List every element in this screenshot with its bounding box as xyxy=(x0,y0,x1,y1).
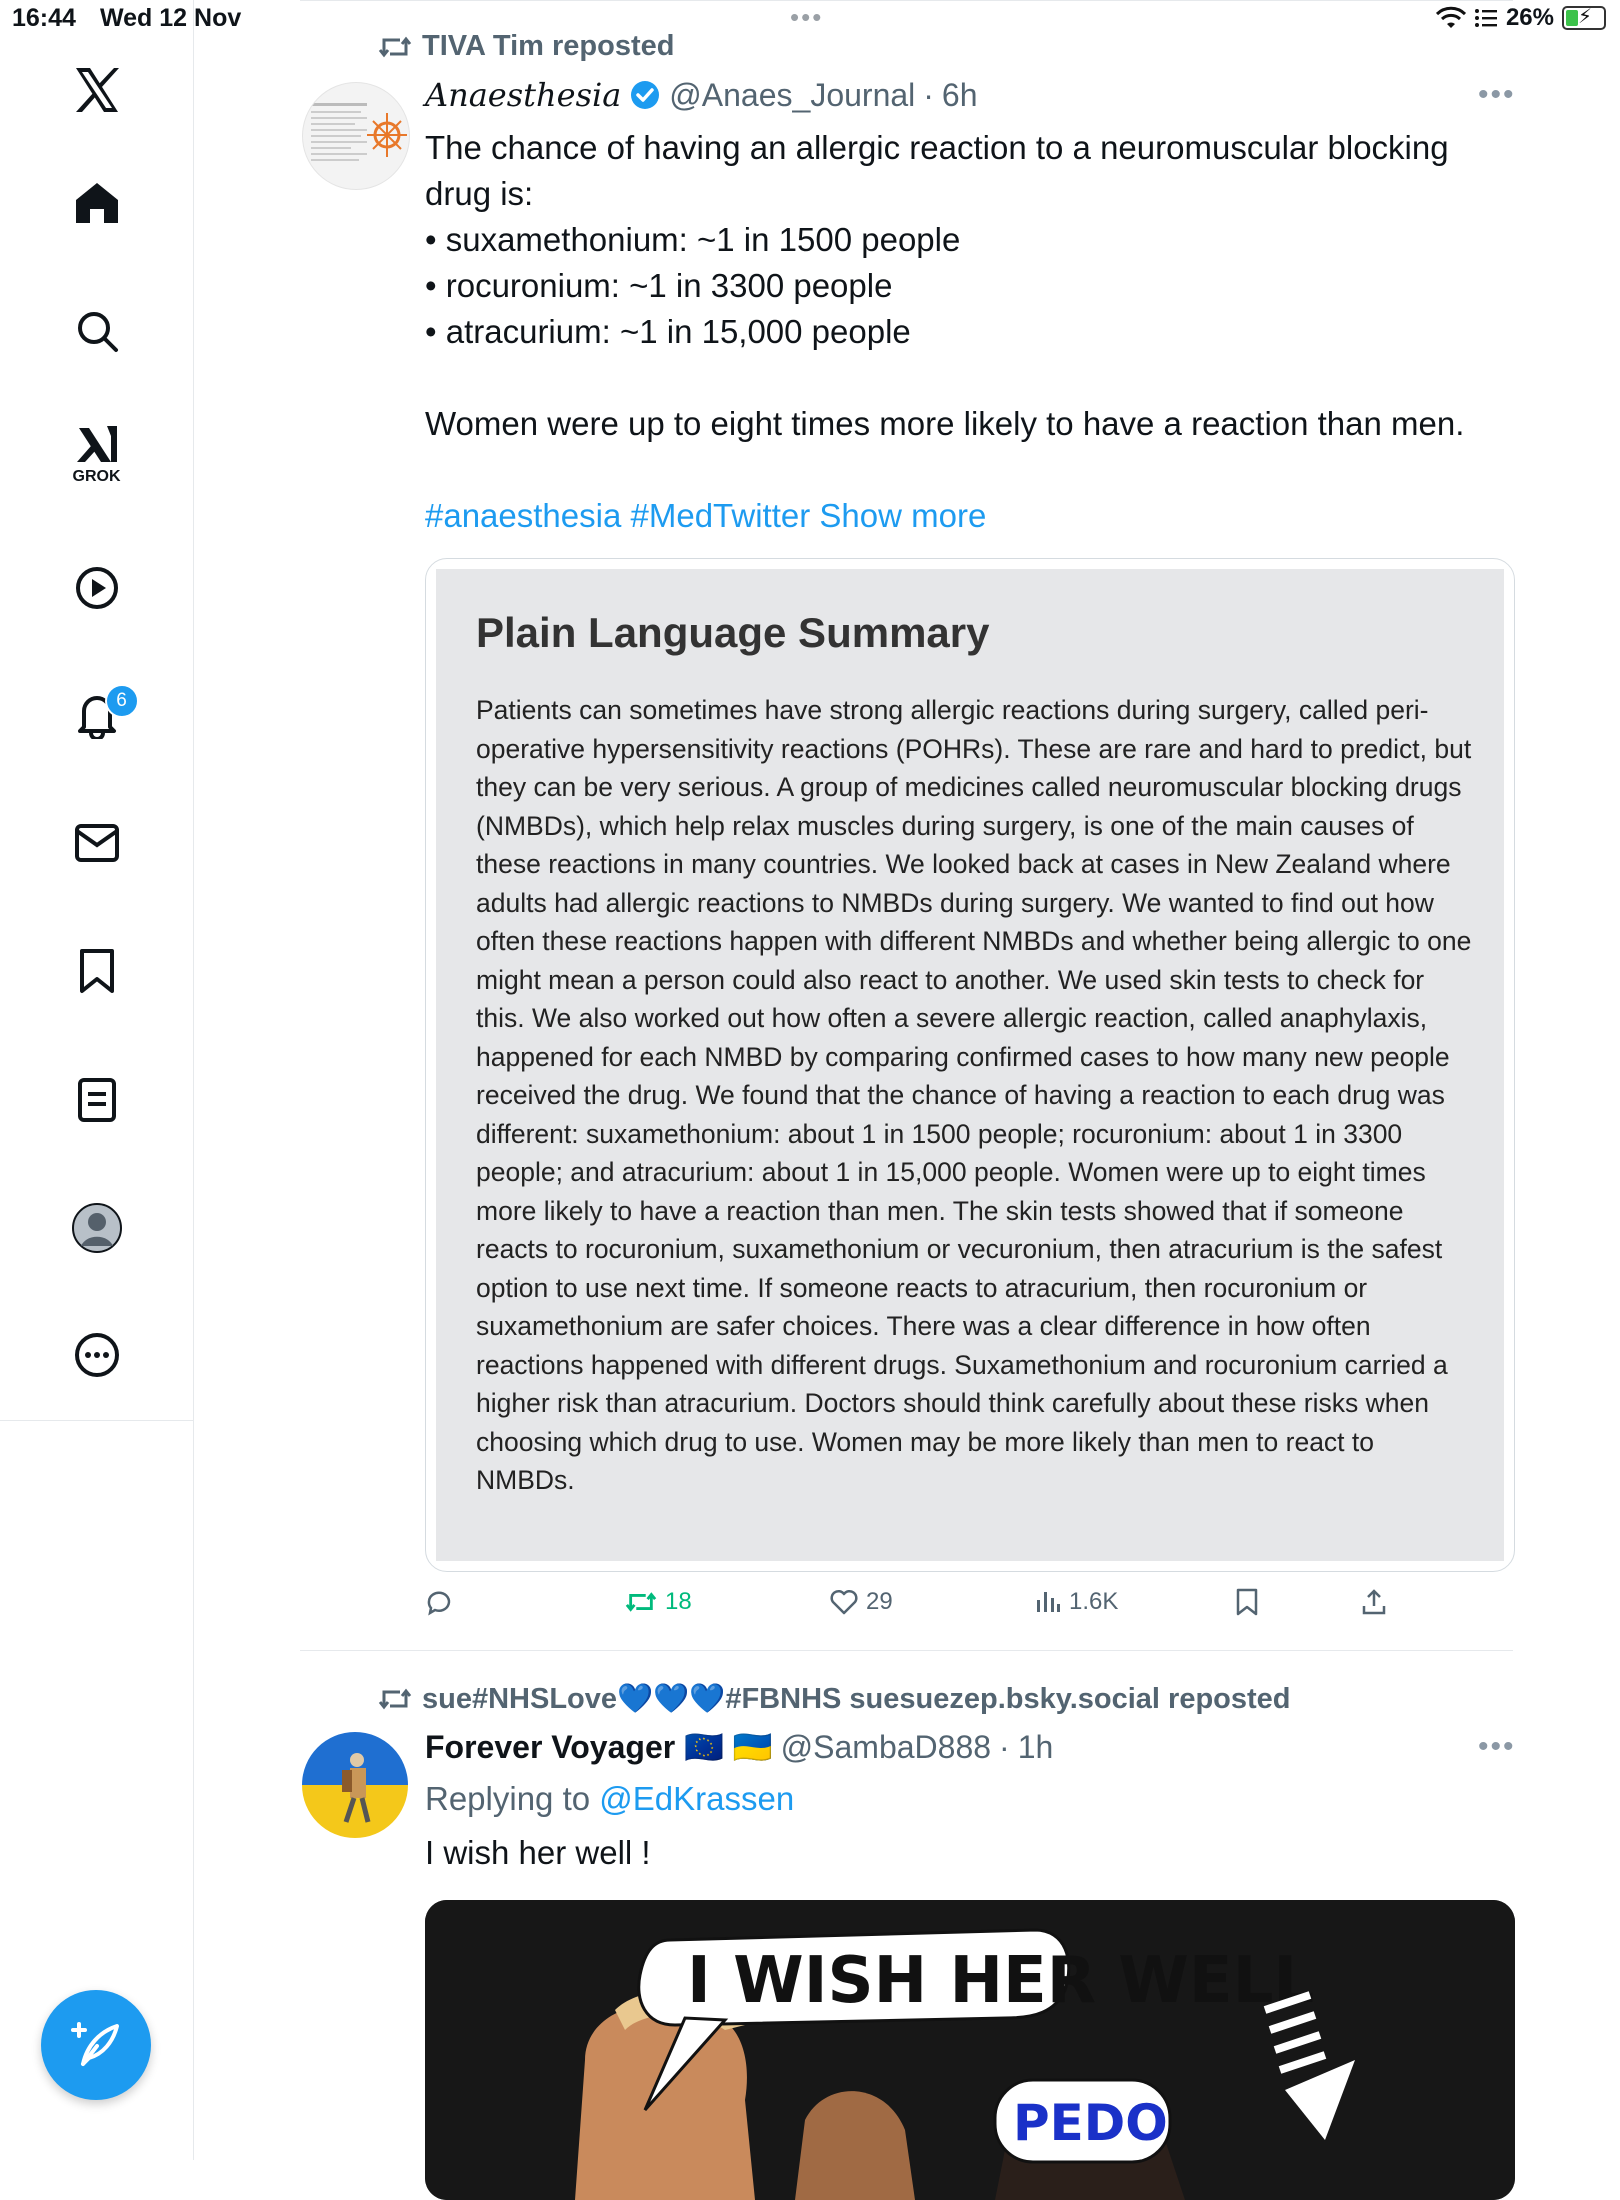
battery-percent: 26% xyxy=(1505,4,1554,31)
repost-icon xyxy=(378,1686,412,1712)
tweet-bullet: • atracurium: ~1 in 15,000 people xyxy=(425,313,911,350)
lists-icon[interactable] xyxy=(57,1065,137,1135)
tweet-header xyxy=(425,76,978,114)
views-button[interactable] xyxy=(1035,1588,1118,1616)
summary-image xyxy=(436,569,1504,1561)
more-options-icon[interactable] xyxy=(57,1320,137,1390)
compose-post-button[interactable] xyxy=(41,1990,151,2100)
share-button[interactable] xyxy=(1360,1588,1388,1616)
share-icon xyxy=(1360,1588,1388,1616)
author-handle[interactable]: @SambaD888 xyxy=(780,1728,992,1765)
view-count: 1.6K xyxy=(1069,1588,1119,1615)
meme-caption: I WISH HER WELL xyxy=(687,1944,1315,2018)
bookmark-icon xyxy=(1235,1588,1259,1616)
feed-top-border xyxy=(300,0,1513,1)
author-handle[interactable]: @Anaes_Journal xyxy=(669,76,916,113)
meme-label: PEDO xyxy=(1013,2094,1168,2152)
author-avatar[interactable] xyxy=(302,82,410,190)
repost-count: 18 xyxy=(665,1588,692,1615)
meta-separator: · xyxy=(923,76,934,113)
tweet-header xyxy=(425,1728,1053,1766)
views-chart-icon xyxy=(1035,1590,1061,1614)
tweet-body: I wish her well ! xyxy=(425,1834,651,1871)
bookmarks-icon[interactable] xyxy=(57,936,137,1006)
replying-to-link[interactable]: @EdKrassen xyxy=(599,1780,795,1817)
notifications-badge: 6 xyxy=(105,684,139,718)
x-logo-icon[interactable] xyxy=(57,55,137,125)
attached-meme-image[interactable] xyxy=(425,1900,1515,2200)
sidebar-divider xyxy=(0,1420,193,1421)
post-time[interactable]: 6h xyxy=(941,76,978,113)
search-icon[interactable] xyxy=(57,296,137,366)
hashtags-link[interactable]: #anaesthesia #MedTwitter xyxy=(425,497,811,534)
show-more-link[interactable]: Show more xyxy=(819,497,987,534)
messages-icon[interactable] xyxy=(57,808,137,878)
like-count: 29 xyxy=(866,1588,893,1615)
summary-title: Plain Language Summary xyxy=(476,609,990,656)
focus-list-icon xyxy=(1474,7,1498,29)
repost-indicator[interactable] xyxy=(378,1682,1291,1716)
repost-label: sue#NHSLove💙💙💙#FBNHS suesuezep.bsky.social reposted xyxy=(422,1683,1291,1715)
repost-label: TIVA Tim reposted xyxy=(422,30,675,62)
status-date: Wed 12 Nov xyxy=(100,4,242,32)
compose-feather-icon xyxy=(69,2018,123,2072)
bookmark-button[interactable] xyxy=(1235,1588,1259,1616)
tweet-line: The chance of having an allergic reaction to a neuromuscular blocking drug is: xyxy=(425,129,1449,212)
verified-badge-icon xyxy=(629,79,661,111)
profile-avatar-icon[interactable] xyxy=(57,1193,137,1263)
summary-body: Patients can sometimes have strong allergic reactions during surgery, called peri-operative hypersensitivity reactions (POHRs). These are rare and hard to predict, but they can be very serious. A group of medicines called neuromuscular blocking drugs (NMBDs), which help relax muscles during surgery, is one of the main causes of these reactions in many countries. We looked back at cases in New Zealand where adults had allergic reactions to NMBDs during surgery. We wanted to find out how often these reactions happen with different NMBDs and whether being allergic to one might mean a person could also react to another. We used skin tests to check for this. We also worked out how often a severe allergic reaction, called anaphylaxis, happened for each NMBD by comparing confirmed cases to how many new people received the drug. We found that the chance of having a reaction to each drug was different: suxamethonium: about 1 in 1500 people; rocuronium: about 1 in 3300 people; and atracurium: about 1 in 15,000 people. Women were up to eight times more likely to have a reaction than men. The skin tests showed that if someone reacts to rocuronium, suxamethonium or vecuronium, then atracurium is the safest option to use next time. If someone reacts to atracurium, then rocuronium or suxamethonium are safer choices. There was a clear difference in how often reactions happened with different drugs. Suxamethonium and rocuronium carried a higher risk than atracurium. Doctors should think carefully about these risks when choosing which drug to use. Women may be more likely than men to react to NMBDs. xyxy=(476,695,1472,1495)
tweet-more-options-icon[interactable]: ••• xyxy=(1478,78,1516,111)
reply-button[interactable] xyxy=(425,1588,453,1616)
tweet-actions xyxy=(425,1588,1425,1628)
reply-icon xyxy=(425,1588,453,1616)
author-name[interactable]: Anaesthesia xyxy=(425,76,622,114)
wifi-icon xyxy=(1436,6,1466,30)
grok-label: GROK xyxy=(72,468,121,485)
video-icon[interactable] xyxy=(57,553,137,623)
notifications-icon[interactable] xyxy=(57,680,137,750)
sidebar xyxy=(0,0,194,2160)
tweet-divider xyxy=(300,1650,1513,1651)
reply-context xyxy=(425,1776,1505,1822)
grok-icon[interactable] xyxy=(57,420,137,490)
heart-icon xyxy=(830,1589,858,1615)
author-name[interactable]: Forever Voyager 🇪🇺 🇺🇦 xyxy=(425,1729,773,1765)
tweet-more-options-icon[interactable]: ••• xyxy=(1478,1730,1516,1763)
tweet-line: Women were up to eight times more likely to have a reaction than men. xyxy=(425,405,1465,442)
meta-separator: · xyxy=(999,1728,1010,1765)
like-button[interactable] xyxy=(830,1588,893,1616)
repost-indicator[interactable] xyxy=(378,30,674,63)
tweet-bullet: • rocuronium: ~1 in 3300 people xyxy=(425,267,893,304)
author-avatar[interactable] xyxy=(302,1732,408,1838)
replying-prefix: Replying to xyxy=(425,1780,591,1817)
multitasking-dots-icon[interactable]: ••• xyxy=(790,2,824,32)
attached-image-card[interactable] xyxy=(425,558,1515,1572)
status-time: 16:44 xyxy=(12,4,76,32)
repost-icon xyxy=(378,34,412,60)
repost-icon xyxy=(625,1589,657,1615)
home-icon[interactable] xyxy=(57,168,137,238)
status-indicators xyxy=(1436,4,1606,32)
tweet-bullet: • suxamethonium: ~1 in 1500 people xyxy=(425,221,961,258)
repost-button[interactable] xyxy=(625,1588,692,1616)
post-time[interactable]: 1h xyxy=(1017,1728,1054,1765)
tweet-body xyxy=(425,125,1505,539)
battery-icon: ⚡ xyxy=(1562,6,1606,30)
